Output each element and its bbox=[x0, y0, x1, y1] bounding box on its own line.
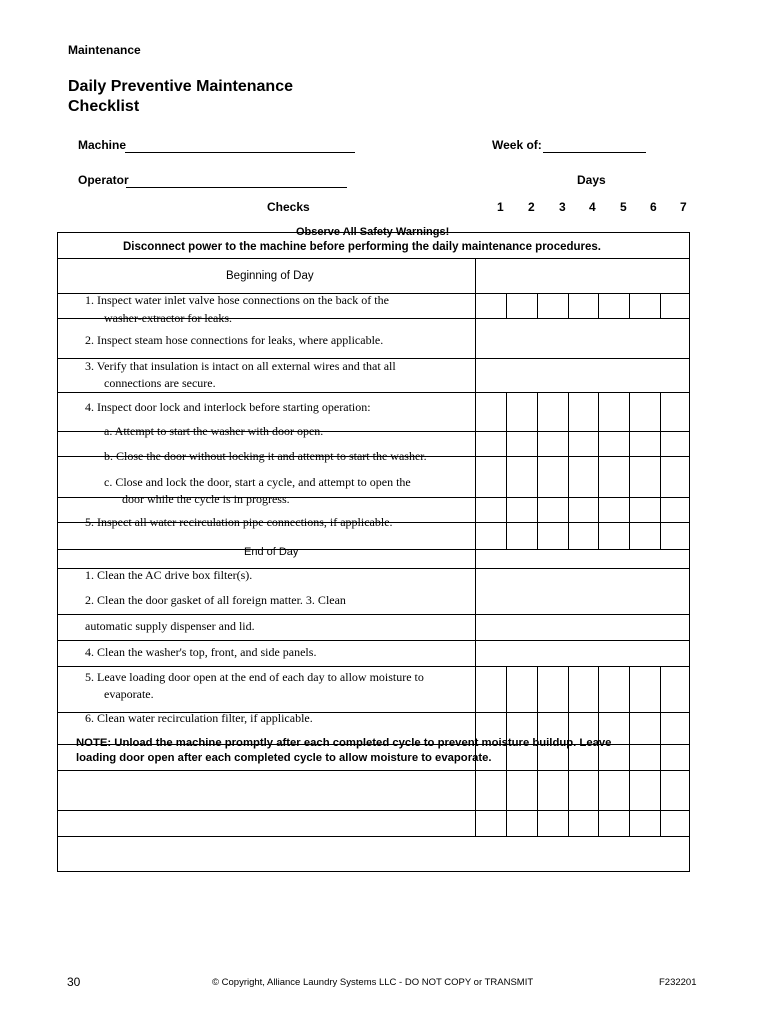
checks-label: Checks bbox=[267, 200, 310, 214]
days-label: Days bbox=[577, 173, 606, 187]
checklist-table bbox=[57, 232, 690, 872]
bod-item-1: 1. Inspect water inlet valve hose connections on the back of the bbox=[85, 293, 389, 307]
bod-item-4a: a. Attempt to start the washer with door open. bbox=[104, 424, 324, 438]
page-number: 30 bbox=[67, 975, 81, 989]
week-field[interactable] bbox=[543, 137, 646, 153]
bod-item-4c: c. Close and lock the door, start a cycle, and attempt to open the bbox=[104, 475, 411, 489]
copyright-notice: © Copyright, Alliance Laundry Systems LLC - DO NOT COPY or TRANSMIT bbox=[212, 977, 534, 988]
end-of-day-heading: End of Day bbox=[244, 546, 299, 558]
operator-field[interactable] bbox=[126, 172, 347, 188]
section-label: Maintenance bbox=[68, 43, 141, 57]
machine-label: Machine bbox=[78, 138, 127, 152]
bod-item-3-cont: connections are secure. bbox=[104, 376, 216, 390]
eod-item-4: 4. Clean the washer's top, front, and side panels. bbox=[85, 645, 317, 659]
day-number-3: 3 bbox=[559, 200, 566, 214]
day-number-1: 1 bbox=[497, 200, 504, 214]
eod-item-5: 5. Leave loading door open at the end of each day to allow moisture to bbox=[85, 670, 424, 684]
eod-item-2: 2. Clean the door gasket of all foreign matter. 3. Clean bbox=[85, 593, 346, 607]
day-number-6: 6 bbox=[650, 200, 657, 214]
note-line-2: loading door open after each completed cycle to allow moisture to evaporate. bbox=[76, 752, 492, 764]
bod-item-4b: b. Close the door without locking it and attempt to start the washer. bbox=[104, 449, 427, 463]
day-number-4: 4 bbox=[589, 200, 596, 214]
bod-item-3: 3. Verify that insulation is intact on all external wires and that all bbox=[85, 359, 396, 373]
bod-item-4c-cont: door while the cycle is in progress. bbox=[122, 492, 290, 506]
machine-field[interactable] bbox=[125, 137, 355, 153]
disconnect-warning: Disconnect power to the machine before performing the daily maintenance procedures. bbox=[123, 241, 601, 253]
eod-item-6: 6. Clean water recirculation filter, if applicable. bbox=[85, 711, 313, 725]
eod-item-5-cont: evaporate. bbox=[104, 687, 154, 701]
bod-item-2: 2. Inspect steam hose connections for leaks, where applicable. bbox=[85, 333, 384, 347]
document-code: F232201 bbox=[659, 977, 697, 988]
eod-item-2-cont: automatic supply dispenser and lid. bbox=[85, 619, 255, 633]
bod-item-1-cont: washer-extractor for leaks. bbox=[104, 311, 233, 325]
beginning-of-day-heading: Beginning of Day bbox=[226, 270, 314, 282]
eod-item-1: 1. Clean the AC drive box filter(s). bbox=[85, 568, 253, 582]
page-title: Daily Preventive Maintenance bbox=[68, 78, 293, 95]
day-number-7: 7 bbox=[680, 200, 687, 214]
column-divider bbox=[475, 258, 476, 836]
safety-warning: Observe All Safety Warnings! bbox=[296, 226, 450, 238]
bod-item-5: 5. Inspect all water recirculation pipe connections, if applicable. bbox=[85, 515, 393, 529]
day-number-2: 2 bbox=[528, 200, 535, 214]
bod-item-4: 4. Inspect door lock and interlock before starting operation: bbox=[85, 400, 371, 414]
operator-label: Operator bbox=[78, 173, 129, 187]
week-label: Week of: bbox=[492, 138, 542, 152]
day-number-5: 5 bbox=[620, 200, 627, 214]
page-title-line2: Checklist bbox=[68, 98, 140, 115]
note-line-1: NOTE: Unload the machine promptly after each completed cycle to prevent moisture buildup. Leave bbox=[76, 737, 612, 749]
